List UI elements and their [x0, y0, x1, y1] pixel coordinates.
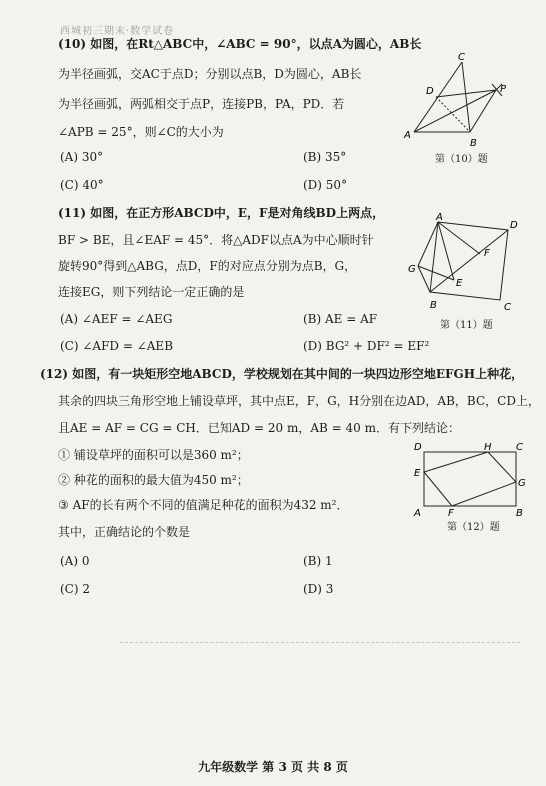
q12-option-d: (D) 3: [303, 582, 334, 596]
q11-option-c: (C) ∠AFD = ∠AEB: [60, 339, 174, 353]
q12-item-1: ① 铺设草坪的面积可以是360 m²；: [58, 448, 249, 462]
q10-line-3: 为半径画弧，两弧相交于点P，连接PB，PA，PD．若: [58, 97, 345, 111]
q12-caption: 第（12）题: [447, 522, 500, 533]
q11-option-a: (A) ∠AEF = ∠AEG: [60, 312, 173, 326]
q12-figure: [412, 442, 527, 518]
bleed-through-line: [120, 642, 520, 644]
q11-label-f: F: [484, 248, 490, 259]
q10-label-p: P: [500, 84, 507, 95]
q10-option-d: (D) 50°: [303, 178, 348, 192]
q10-option-b: (B) 35°: [303, 150, 347, 164]
q11-line-2: BF > BE，且∠EAF = 45°．将△ADF以点A为中心顺时针: [58, 233, 374, 247]
q11-option-d: (D) BG² + DF² = EF²: [303, 339, 430, 353]
q10-option-c: (C) 40°: [60, 178, 104, 192]
q11-figure: [408, 212, 523, 314]
q10-line-4: ∠APB = 25°，则∠C的大小为: [58, 125, 224, 139]
q11-diagonal-bd: [430, 230, 508, 292]
q12-line-3: 且AE = AF = CG = CH．已知AD = 20 m，AB = 40 m．有下列结论：: [58, 421, 460, 435]
q12-line-1: (12) 如图，有一块矩形空地ABCD，学校规划在其中间的一块四边形空地EFGH上种花，: [40, 367, 524, 381]
q11-line-1: (11) 如图，在正方形ABCD中，E，F是对角线BD上两点，: [58, 206, 385, 220]
q11-label-g: G: [408, 264, 416, 275]
q10-label-c: C: [458, 52, 465, 63]
q10-edge-db: [436, 97, 470, 132]
q10-label-a: A: [404, 130, 411, 141]
q10-label-b: B: [470, 138, 477, 149]
q11-label-a: A: [436, 212, 443, 223]
q12-line-2: 其余的四块三角形空地上铺设草坪，其中点E，F，G，H分别在边AD，AB，BC，CD上，: [58, 394, 540, 408]
q10-line-1: (10) 如图，在Rt△ABC中，∠ABC = 90°，以点A为圆心，AB长: [58, 37, 422, 51]
q12-label-h: H: [484, 442, 492, 453]
q12-label-e: E: [414, 468, 421, 479]
q11-segment-ae: [438, 222, 454, 280]
q12-label-d: D: [414, 442, 422, 453]
q10-label-d: D: [426, 86, 434, 97]
q12-quadrilateral-efgh: [424, 452, 516, 506]
q11-line-3: 旋转90°得到△ABG，点D，F的对应点分别为点B，G，: [58, 259, 357, 273]
q12-item-3: ③ AF的长有两个不同的值满足种花的面积为432 m²．: [58, 498, 349, 512]
q11-label-d: D: [510, 220, 518, 231]
q11-option-b: (B) AE = AF: [303, 312, 378, 326]
q12-label-c: C: [516, 442, 523, 453]
q11-label-c: C: [504, 302, 511, 313]
q10-edge-bc: [462, 62, 470, 132]
q10-figure: [402, 52, 512, 152]
q12-option-b: (B) 1: [303, 554, 333, 568]
q12-item-2: ② 种花的面积的最大值为450 m²；: [58, 473, 249, 487]
q12-option-a: (A) 0: [60, 554, 90, 568]
q10-caption: 第（10）题: [435, 154, 488, 165]
q11-caption: 第（11）题: [440, 320, 493, 331]
q10-line-2: 为半径画弧，交AC于点D；分别以点B，D为圆心，AB长: [58, 67, 362, 81]
q12-label-g: G: [518, 478, 526, 489]
q11-line-4: 连接EG，则下列结论一定正确的是: [58, 285, 245, 299]
header-smudge: 西城初三期末·数学试卷: [60, 26, 175, 37]
q12-label-b: B: [516, 508, 523, 518]
q11-segment-af: [438, 222, 480, 254]
q11-label-b: B: [430, 300, 437, 311]
q12-option-c: (C) 2: [60, 582, 90, 596]
page-footer: 九年级数学 第 3 页 共 8 页: [198, 760, 348, 774]
q12-label-a: A: [414, 508, 421, 518]
q12-question: 其中，正确结论的个数是: [58, 525, 191, 539]
q12-rectangle: [424, 452, 516, 506]
q12-label-f: F: [448, 508, 454, 518]
q10-option-a: (A) 30°: [60, 150, 104, 164]
q11-label-e: E: [456, 278, 463, 289]
